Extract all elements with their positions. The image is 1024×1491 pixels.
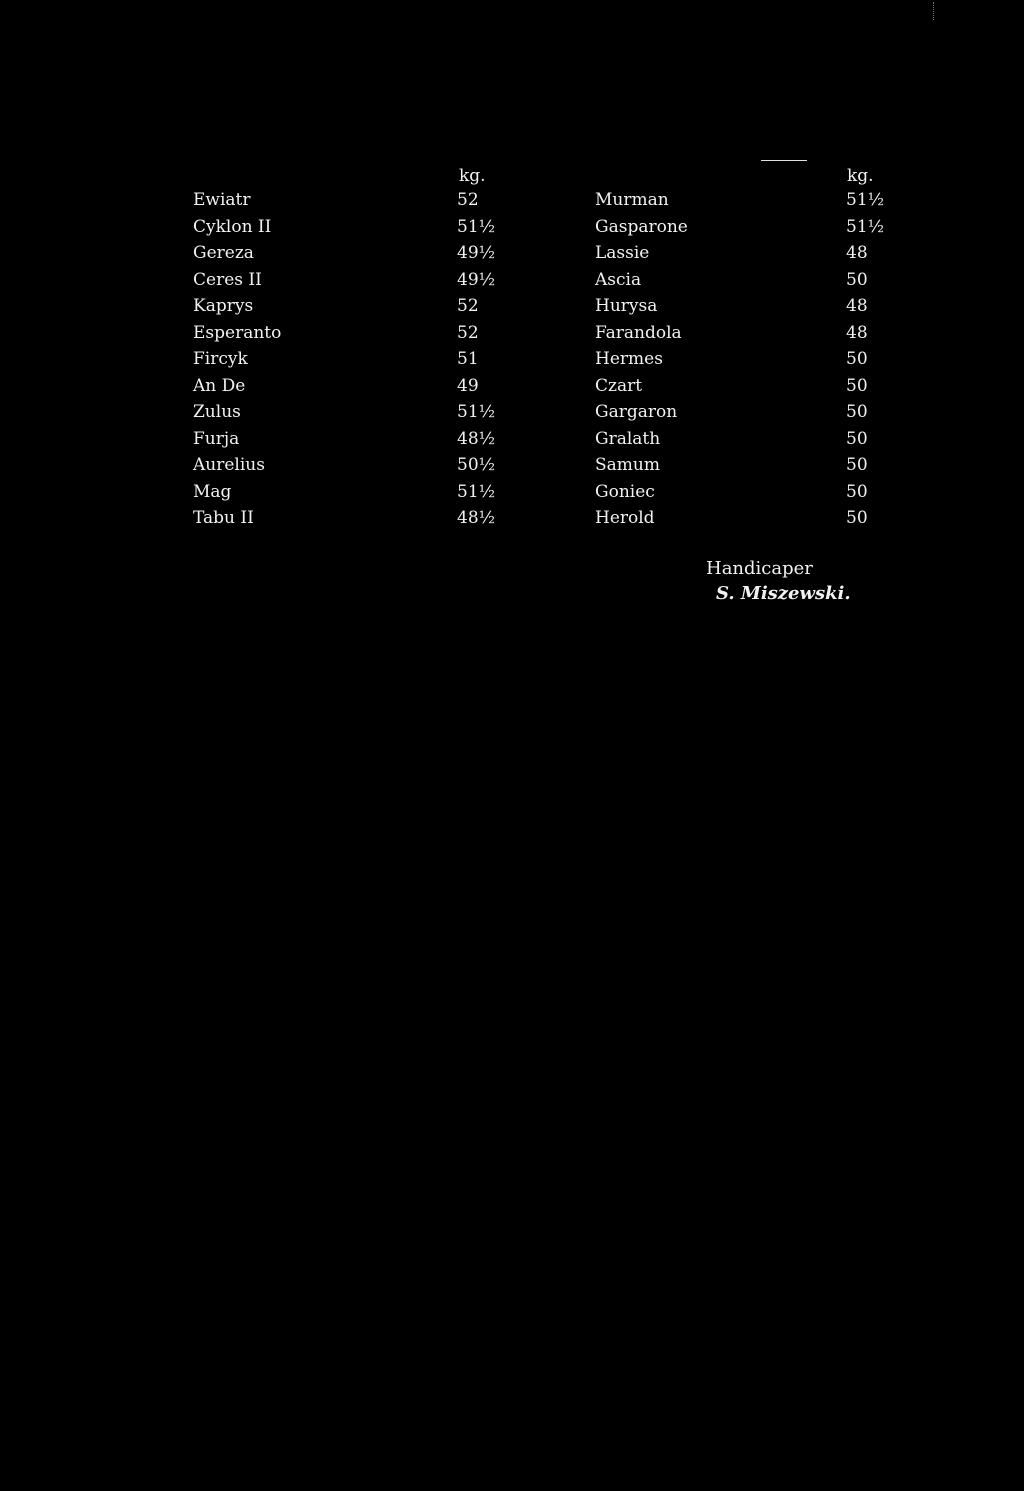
horse-name: Aurelius <box>193 455 265 475</box>
horse-name: Fircyk <box>193 349 248 369</box>
signature-title: Handicaper <box>706 558 813 579</box>
horse-name: Gereza <box>193 243 254 263</box>
horse-name: Samum <box>595 455 660 475</box>
horse-weight: 50 <box>846 429 868 449</box>
horse-weight: 48½ <box>457 429 496 449</box>
horse-name: Esperanto <box>193 323 282 343</box>
horse-name: Furja <box>193 429 240 449</box>
horse-weight: 50 <box>846 402 868 422</box>
horse-name: Goniec <box>595 482 655 502</box>
signature-name: S. Miszewski. <box>716 583 851 604</box>
horse-weight: 52 <box>457 296 479 316</box>
horse-weight: 51½ <box>457 217 496 237</box>
left-unit-header: kg. <box>459 166 486 186</box>
horse-name: Czart <box>595 376 643 396</box>
horse-name: An De <box>193 376 246 396</box>
horse-weight: 49½ <box>457 243 496 263</box>
horse-weight: 52 <box>457 323 479 343</box>
horse-weight: 48 <box>846 296 868 316</box>
horse-name: Cyklon II <box>193 217 272 237</box>
horse-name: Mag <box>193 482 232 502</box>
horse-weight: 50 <box>846 376 868 396</box>
horse-weight: 50 <box>846 455 868 475</box>
horse-name: Lassie <box>595 243 650 263</box>
horse-name: Ceres II <box>193 270 262 290</box>
horse-name: Gralath <box>595 429 661 449</box>
right-unit-header: kg. <box>847 166 874 186</box>
horse-weight: 49½ <box>457 270 496 290</box>
horse-weight: 50 <box>846 508 868 528</box>
horse-weight: 48 <box>846 243 868 263</box>
horse-weight: 50 <box>846 349 868 369</box>
horse-weight: 49 <box>457 376 479 396</box>
horse-weight: 52 <box>457 190 479 210</box>
horse-name: Gargaron <box>595 402 678 422</box>
horse-name: Gasparone <box>595 217 688 237</box>
horse-weight: 50 <box>846 482 868 502</box>
horse-name: Hurysa <box>595 296 658 316</box>
header-rule <box>761 160 807 161</box>
horse-weight: 51½ <box>457 482 496 502</box>
horse-weight: 51½ <box>846 217 885 237</box>
horse-name: Zulus <box>193 402 241 422</box>
horse-weight: 51½ <box>457 402 496 422</box>
horse-name: Hermes <box>595 349 663 369</box>
margin-mark <box>933 2 936 20</box>
horse-weight: 51½ <box>846 190 885 210</box>
horse-name: Ascia <box>595 270 642 290</box>
horse-name: Tabu II <box>193 508 254 528</box>
horse-weight: 48 <box>846 323 868 343</box>
horse-weight: 50 <box>846 270 868 290</box>
horse-name: Kaprys <box>193 296 254 316</box>
horse-name: Murman <box>595 190 669 210</box>
horse-name: Farandola <box>595 323 682 343</box>
horse-weight: 48½ <box>457 508 496 528</box>
horse-name: Herold <box>595 508 655 528</box>
horse-name: Ewiatr <box>193 190 251 210</box>
horse-weight: 51 <box>457 349 479 369</box>
horse-weight: 50½ <box>457 455 496 475</box>
